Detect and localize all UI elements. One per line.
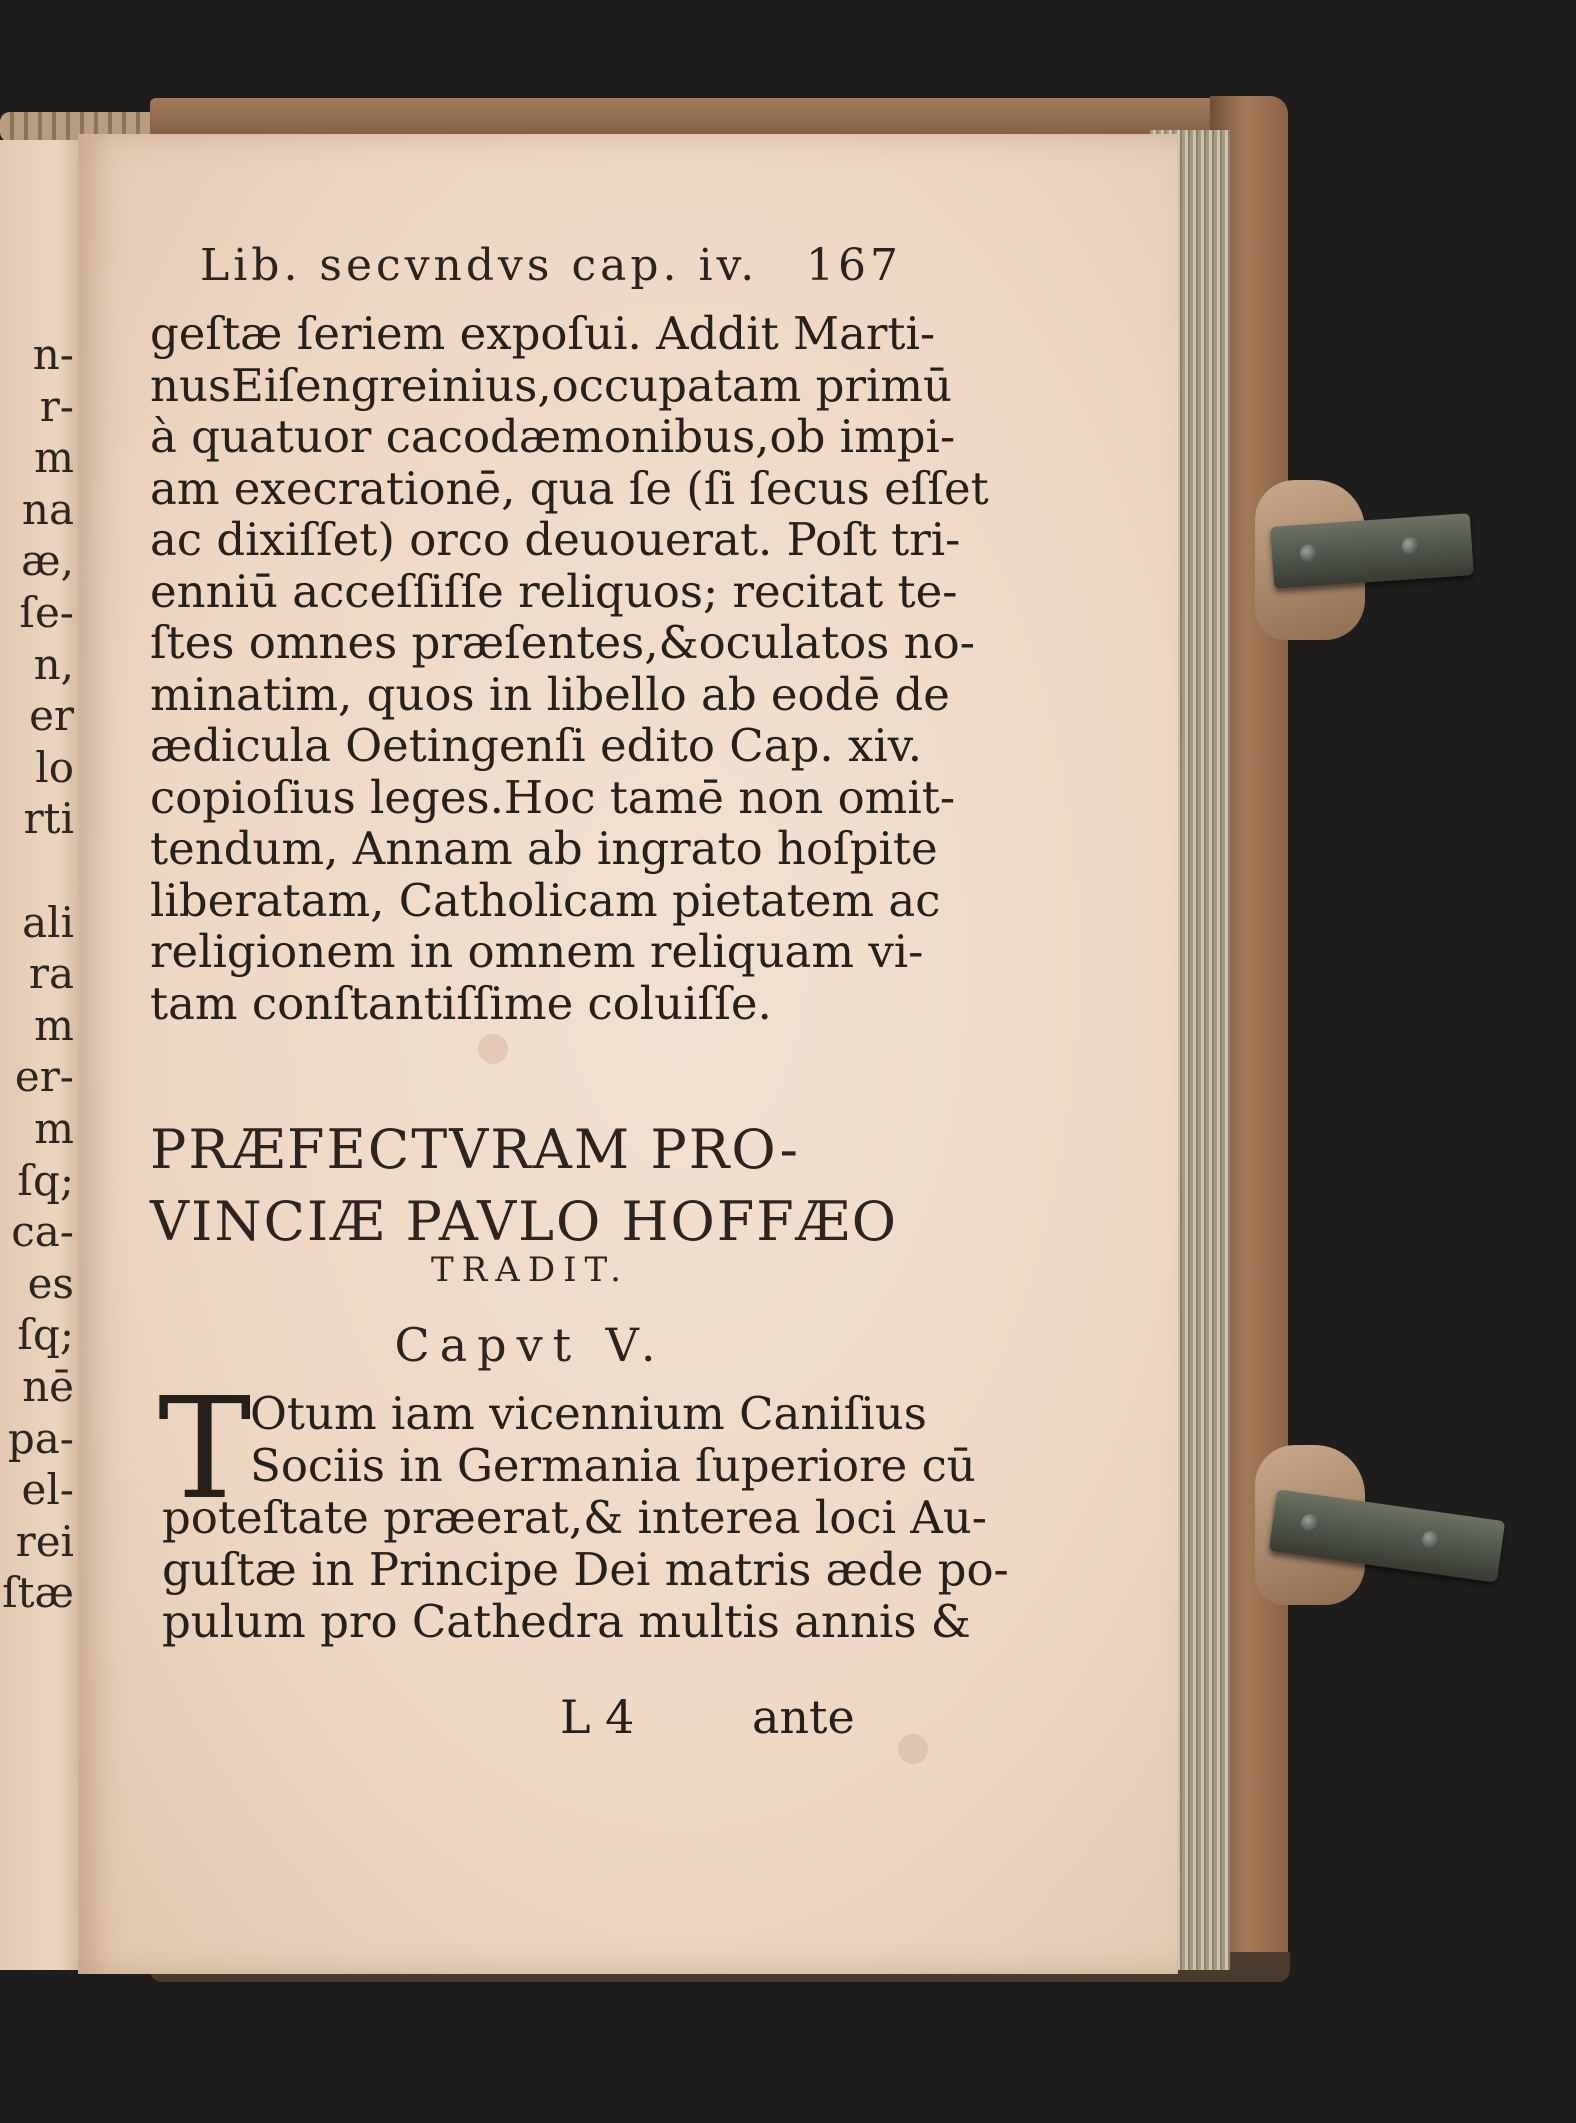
left-page-fragment: pa- [7,1413,74,1463]
text-line: ac dixiſſet) orco deuouerat. Poſt tri- [150,513,961,566]
paper-stain [478,1034,508,1064]
text-line: enniū acceſſiſſe reliquos; recitat te- [150,564,958,618]
page-number: 167 [806,240,902,291]
left-page-fragment: m [34,1104,74,1153]
left-page-fragment: n, [33,639,74,689]
signature-mark: L 4 [560,1690,635,1744]
left-page-fragment: r- [39,381,74,431]
left-page-fragment: ſq; [17,1155,74,1205]
rivet-icon [1300,1513,1320,1533]
body-text [150,307,989,1030]
section-heading-line-3: TRADIT. [430,1250,629,1290]
left-page-fragment: ſtæ [2,1568,74,1618]
rivet-icon [1421,1530,1441,1550]
running-head-title: Lib. secvndvs cap. iv. [200,240,759,291]
left-page-fragment: ſe- [19,588,74,637]
left-page-fragment: rti [23,794,74,844]
left-page-fragment: ſq; [17,1310,74,1360]
left-page-fragment: nē [22,1362,74,1411]
text-line: am execrationē, qua ſe (ſi ſecus eſſet [150,461,989,515]
text-line: Sociis in Germania ſuperiore cū [250,1439,976,1492]
text-line: à quatuor cacodæmonibus,ob impi- [150,410,956,463]
text-line: geſtæ ſeriem expoſui. Addit Marti- [150,307,936,360]
text-line: tendum, Annam ab ingrato hoſpite [150,822,938,875]
text-line: Otum iam vicennium Caniſius [250,1387,927,1440]
left-page-fragment: er [29,691,74,741]
text-line: tam conſtantiſſime coluiſſe. [150,976,772,1030]
left-page-fragment: n- [32,330,74,379]
chapter-indented-text [250,1387,976,1492]
running-head [200,240,920,300]
text-line: poteſtate præerat,& interea loci Au- [162,1491,987,1544]
left-page-fragment: er- [14,1052,74,1102]
catchword: ante [752,1690,855,1744]
text-line: nusEiſengreinius,occupatam primū [150,358,953,412]
rivet-icon [1299,544,1318,563]
left-page-fragment: rei [15,1516,74,1566]
left-page-fragment: na [21,484,74,534]
left-page-fragment: ra [28,949,74,999]
left-page-fragment: es [27,1258,74,1308]
page-footer [0,1690,1100,1750]
text-line: religionem in omnem reliquam vi- [150,925,924,978]
text-line: pulum pro Cathedra multis annis & [162,1595,971,1648]
text-line: copioſius leges.Hoc tamē non omit- [150,770,956,824]
left-page-fragment: m [34,1000,74,1050]
clasp-icon [1270,513,1474,589]
drop-initial: T [158,1368,252,1531]
section-heading-line-1: PRÆFECTVRAM PRO- [150,1118,800,1181]
text-line: ſtes omnes præſentes,&oculatos no- [150,616,975,669]
left-page-fragment: æ, [21,536,74,586]
left-page-fragment: m [34,433,74,483]
text-line: ædicula Oetingenſi edito Cap. xiv. [150,719,923,772]
rivet-icon [1401,537,1420,556]
text-line: liberatam, Catholicam pietatem ac [150,873,941,927]
text-line: minatim, quos in libello ab eodē de [150,667,950,721]
chapter-text [162,1491,1009,1648]
chapter-title: Capvt V. [394,1318,666,1372]
left-page-fragment: ali [22,897,74,947]
left-page-fragment: ca- [11,1207,74,1257]
section-heading-line-2: VINCIÆ PAVLO HOFFÆO [150,1190,899,1253]
left-page-fragment: el- [21,1465,74,1515]
left-page-fragment: lo [35,742,74,792]
text-line: guſtæ in Principe Dei matris æde po- [162,1543,1009,1596]
